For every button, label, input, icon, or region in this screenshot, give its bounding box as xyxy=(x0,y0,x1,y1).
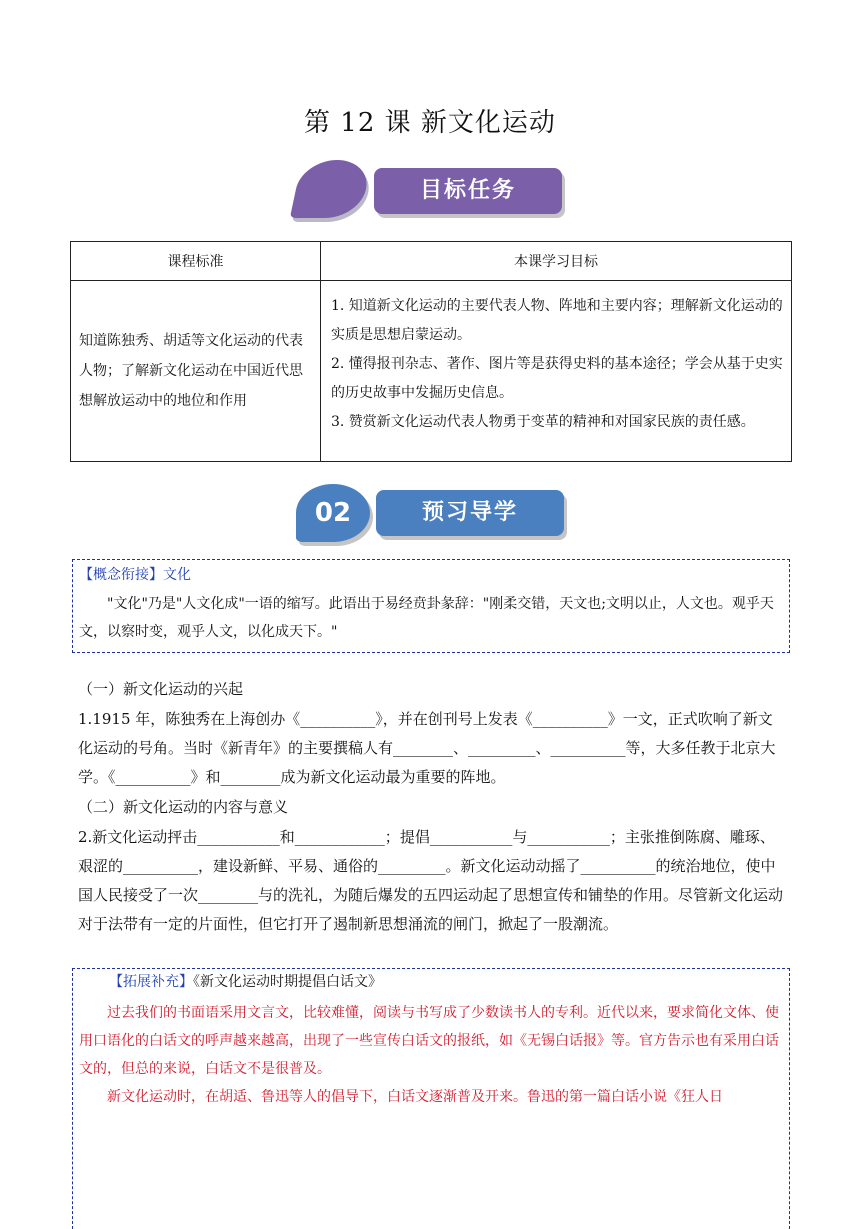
goals-table xyxy=(70,241,792,462)
page-title: 第 12 课 新文化运动 xyxy=(304,108,556,138)
expand-title: 《新文化运动时期提倡白话文》 xyxy=(193,974,382,990)
section-heading: （一）新文化运动的兴起 xyxy=(78,680,244,698)
concept-tag: 【概念衔接】文化 xyxy=(79,567,191,583)
table-header-objectives: 本课学习目标 xyxy=(321,242,792,281)
objectives-cell xyxy=(321,281,792,462)
section-heading: （二）新文化运动的内容与意义 xyxy=(78,798,289,816)
concept-box xyxy=(72,559,790,653)
objective-item: 1. 知道新文化运动的主要代表人物、阵地和主要内容；理解新文化运动的实质是思想启蒙运动。 xyxy=(331,297,783,343)
expand-paragraph: 过去我们的书面语采用文言文，比较难懂，阅读与书写成了少数读书人的专利。近代以来，要求简化文体、使用口语化的白话文的呼声越来越高，出现了一些宣传白话文的报纸，如《无锡白话报》等。官方告示也有采用白话文的，但总的来说，白话文不是很普及。 xyxy=(79,1005,779,1077)
banner-badge-shape xyxy=(290,160,372,218)
section-banner-goals: 目标任务 xyxy=(374,168,562,214)
expand-tag: 【拓展补充】 xyxy=(109,974,193,990)
section-banner-preview: 预习导学 xyxy=(376,490,564,536)
expand-box xyxy=(72,968,790,1229)
objective-item: 3. 赞赏新文化运动代表人物勇于变革的精神和对国家民族的责任感。 xyxy=(331,413,755,430)
objective-item: 2. 懂得报刊杂志、著作、图片等是获得史料的基本途径；学会从基于史实的历史故事中发掘历史信息。 xyxy=(331,355,783,401)
expand-header xyxy=(109,971,382,991)
banner-number-badge: 02 xyxy=(296,484,370,542)
concept-text: "文化"乃是"人文化成"一语的缩写。此语出于易经贲卦彖辞："刚柔交错，天文也;文明以止，人文也。观乎天文，以察时变，观乎人文，以化成天下。" xyxy=(79,596,774,640)
section-paragraph: 2.新文化运动抨击___________和____________；提倡___________与___________；主张推倒陈腐、雕琢、艰涩的__________，建设新鲜、平易、通俗的_________。新文化运动动摇了__________的统治地位，使中国人民接受了一次________与的洗礼，为随后爆发的五四运动起了思想宣传和铺垫的作用。尽管新文化运动对于法带有一定的片面性，但它打开了遏制新思想涌流的闸门，掀起了一股潮流。 xyxy=(78,828,784,933)
table-header-standard: 课程标准 xyxy=(71,242,321,281)
course-standard-cell: 知道陈独秀、胡适等文化运动的代表人物；了解新文化运动在中国近代思想解放运动中的地位和作用 xyxy=(71,281,321,462)
expand-paragraph: 新文化运动时，在胡适、鲁迅等人的倡导下，白话文逐渐普及开来。鲁迅的第一篇白话小说《狂人日 xyxy=(107,1089,723,1105)
section-paragraph: 1.1915 年，陈独秀在上海创办《__________》，并在创刊号上发表《__________》一文，正式吹响了新文化运动的号角。当时《新青年》的主要撰稿人有________、_________、__________等，大多任教于北京大学。《__________》和________成为新文化运动最为重要的阵地。 xyxy=(78,710,776,786)
